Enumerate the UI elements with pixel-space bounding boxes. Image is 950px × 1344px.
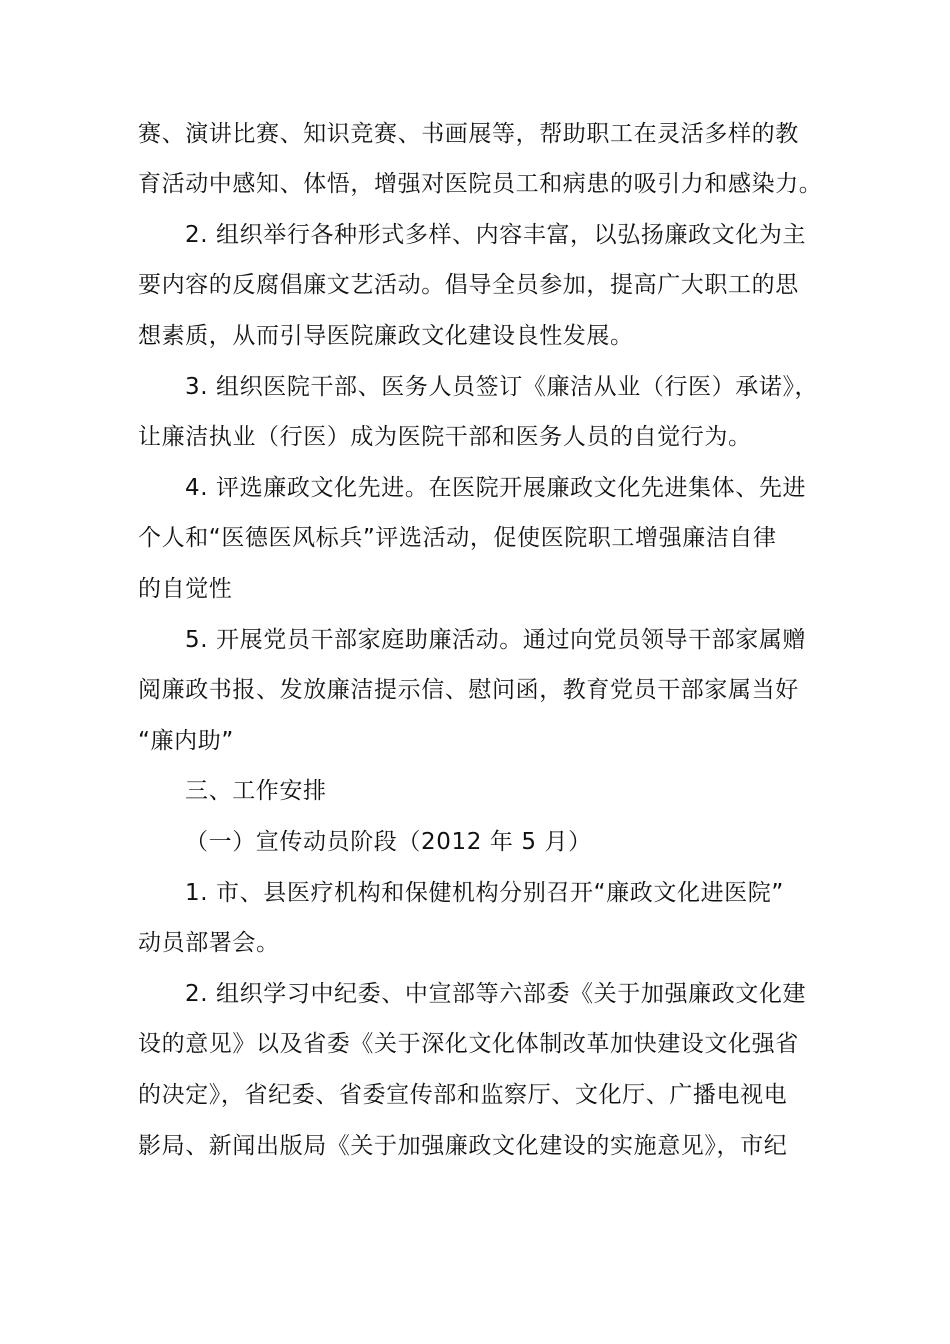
text-line: 动员部署会。 <box>138 930 280 956</box>
text-line: 4. 评选廉政文化先进。在医院开展廉政文化先进集体、先进 <box>185 475 807 501</box>
text-line: 让廉洁执业（行医）成为医院干部和医务人员的自觉行为。 <box>138 424 752 450</box>
text-line: 的决定》，省纪委、省委宣传部和监察厅、文化厅、广播电视电 <box>138 1082 788 1108</box>
text-line: 赛、演讲比赛、知识竞赛、书画展等，帮助职工在灵活多样的教 <box>138 121 799 147</box>
section-heading: 三、工作安排 <box>185 778 327 804</box>
text-line: 2. 组织举行各种形式多样、内容丰富，以弘扬廉政文化为主 <box>185 222 807 248</box>
text-line: 想素质，从而引导医院廉政文化建设良性发展。 <box>138 323 634 349</box>
text-line: 影局、新闻出版局《关于加强廉政文化建设的实施意见》，市纪 <box>138 1133 788 1159</box>
text-line: 3. 组织医院干部、医务人员签订《廉洁从业（行医）承诺》， <box>185 374 819 400</box>
text-line: 个人和“医德医风标兵”评选活动，促使医院职工增强廉洁自律 <box>138 525 777 551</box>
text-line: 的自觉性 <box>138 576 233 602</box>
subsection-heading: （一）宣传动员阶段（2012 年 5 月） <box>185 829 592 855</box>
text-line: 育活动中感知、体悟，增强对医院员工和病患的吸引力和感染力。 <box>138 171 823 197</box>
text-line: 5. 开展党员干部家庭助廉活动。通过向党员领导干部家属赠 <box>185 627 807 653</box>
text-line: 要内容的反腐倡廉文艺活动。倡导全员参加，提高广大职工的思 <box>138 272 799 298</box>
text-line: 2. 组织学习中纪委、中宣部等六部委《关于加强廉政文化建 <box>185 981 807 1007</box>
text-line: 阅廉政书报、发放廉洁提示信、慰问函，教育党员干部家属当好 <box>138 677 799 703</box>
text-line: 1. 市、县医疗机构和保健机构分别召开“廉政文化进医院” <box>185 880 784 906</box>
text-line: “廉内助” <box>138 728 234 754</box>
text-line: 设的意见》以及省委《关于深化文化体制改革加快建设文化强省 <box>138 1031 799 1057</box>
